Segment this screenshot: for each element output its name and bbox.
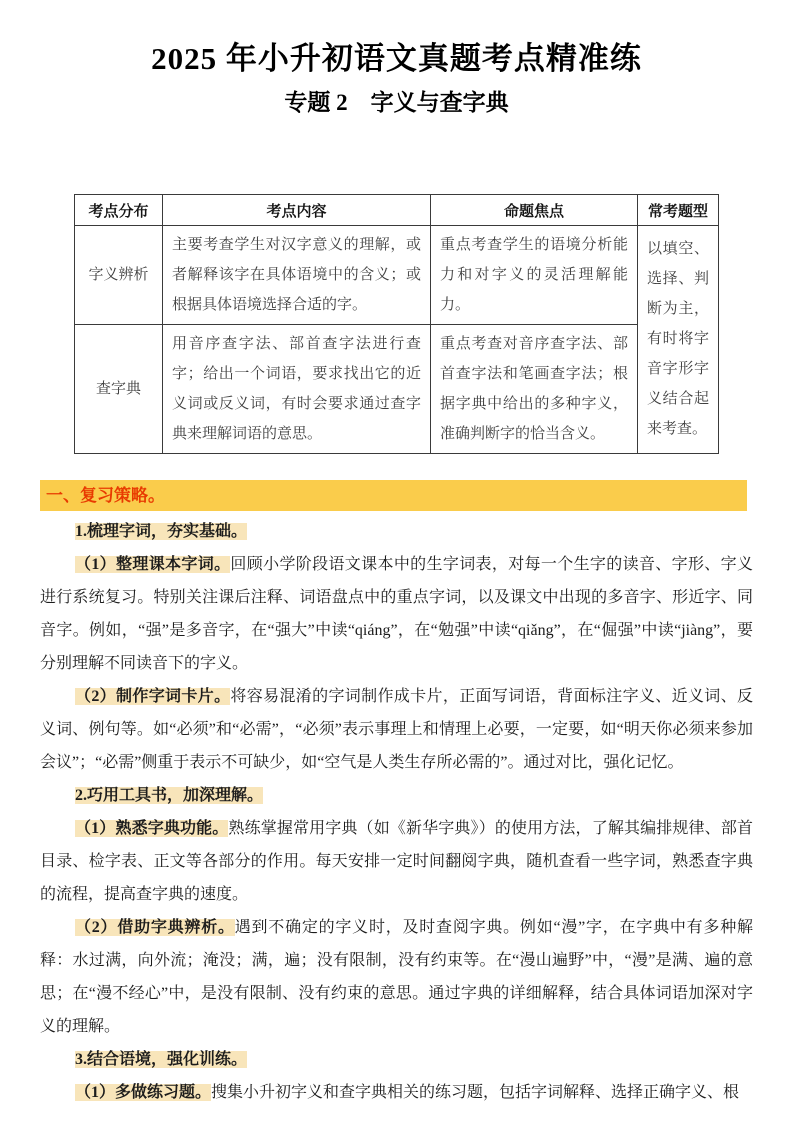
cell-content: 主要考查学生对汉字意义的理解，或者解释该字在具体语境中的含义；或根据具体语境选择合适的字。 bbox=[163, 226, 431, 325]
strategy-paragraph-5 bbox=[40, 1076, 753, 1109]
strategy-heading-1 bbox=[40, 515, 753, 548]
header-cell-category: 考点分布 bbox=[75, 195, 163, 226]
paragraph-text: 将容易混淆的字词制作成卡片，正面写词语，背面标注字义、近义词、反义词、例句等。如“必须”和“必需”，“必须”表示事理上和情理上必要，一定要，如“明天你必须来参加会议”；“必需”侧重于表示不可缺少，如“空气是人类生存所必需的”。通过对比，强化记忆。 bbox=[40, 688, 753, 771]
page-title: 2025 年小升初语文真题考点精准练 bbox=[151, 41, 642, 76]
paragraph-text: 熟练掌握常用字典（如《新华字典》）的使用方法，了解其编排规律、部首目录、检字表、正文等各部分的作用。每天安排一定时间翻阅字典，随机查看一些字词，熟悉查字典的流程，提高查字典的速度。 bbox=[40, 820, 753, 903]
header-cell-focus: 命题焦点 bbox=[431, 195, 638, 226]
section-banner-title: 一、复习策略。 bbox=[46, 486, 165, 505]
cell-category: 查字典 bbox=[75, 325, 163, 454]
cell-content: 用音序查字法、部首查字法进行查字；给出一个词语，要求找出它的近义词或反义词，有时会要求通过查字典来理解词语的意思。 bbox=[163, 325, 431, 454]
strategy-heading-2 bbox=[40, 779, 753, 812]
strategy-heading-3 bbox=[40, 1043, 753, 1076]
paragraph-text: 搜集小升初字义和查字典相关的练习题，包括字词解释、选择正确字义、根 bbox=[211, 1084, 740, 1101]
header-cell-content: 考点内容 bbox=[163, 195, 431, 226]
strategy-paragraph-3 bbox=[40, 812, 753, 911]
exam-points-table bbox=[74, 194, 719, 454]
strategy-paragraph-1 bbox=[40, 548, 753, 680]
paragraph-lead: （2）制作字词卡片。 bbox=[75, 688, 231, 705]
heading-text: 3.结合语境，强化训练。 bbox=[75, 1051, 248, 1068]
cell-focus: 重点考查学生的语境分析能力和对字义的灵活理解能力。 bbox=[431, 226, 638, 325]
table-header-row bbox=[75, 195, 719, 226]
paragraph-lead: （1）整理课本字词。 bbox=[75, 556, 231, 573]
table-row bbox=[75, 226, 719, 325]
paragraph-lead: （1）熟悉字典功能。 bbox=[75, 820, 229, 837]
paragraph-lead: （2）借助字典辨析。 bbox=[75, 919, 235, 936]
cell-type-merged: 以填空、选择、判断为主，有时将字音字形字义结合起来考查。 bbox=[638, 226, 719, 454]
table-row bbox=[75, 325, 719, 454]
heading-text: 1.梳理字词，夯实基础。 bbox=[75, 523, 248, 540]
header-cell-type: 常考题型 bbox=[638, 195, 719, 226]
cell-category: 字义辨析 bbox=[75, 226, 163, 325]
paragraph-text: 遇到不确定的字义时，及时查阅字典。例如“漫”字，在字典中有多种解释：水过满，向外流；淹没；满，遍；没有限制，没有约束等。在“漫山遍野”中，“漫”是满、遍的意思；在“漫不经心”中，是没有限制、没有约束的意思。通过字典的详细解释，结合具体词语加深对字义的理解。 bbox=[40, 919, 753, 1035]
paragraph-lead: （1）多做练习题。 bbox=[75, 1084, 212, 1101]
strategy-paragraph-2 bbox=[40, 680, 753, 779]
paragraph-text: 回顾小学阶段语文课本中的生字词表，对每一个生字的读音、字形、字义进行系统复习。特别关注课后注释、词语盘点中的重点字词，以及课文中出现的多音字、形近字、同音字。例如，“强”是多音字，在“强大”中读“qiáng”，在“勉强”中读“qiǎng”，在“倔强”中读“jiàng”，要分别理解不同读音下的字义。 bbox=[40, 556, 753, 672]
heading-text: 2.巧用工具书，加深理解。 bbox=[75, 787, 264, 804]
page-subtitle: 专题 2 字义与查字典 bbox=[284, 90, 509, 115]
section-banner bbox=[40, 480, 747, 511]
cell-focus: 重点考查对音序查字法、部首查字法和笔画查字法；根据字典中给出的多种字义，准确判断字的恰当含义。 bbox=[431, 325, 638, 454]
strategy-paragraph-4 bbox=[40, 911, 753, 1043]
